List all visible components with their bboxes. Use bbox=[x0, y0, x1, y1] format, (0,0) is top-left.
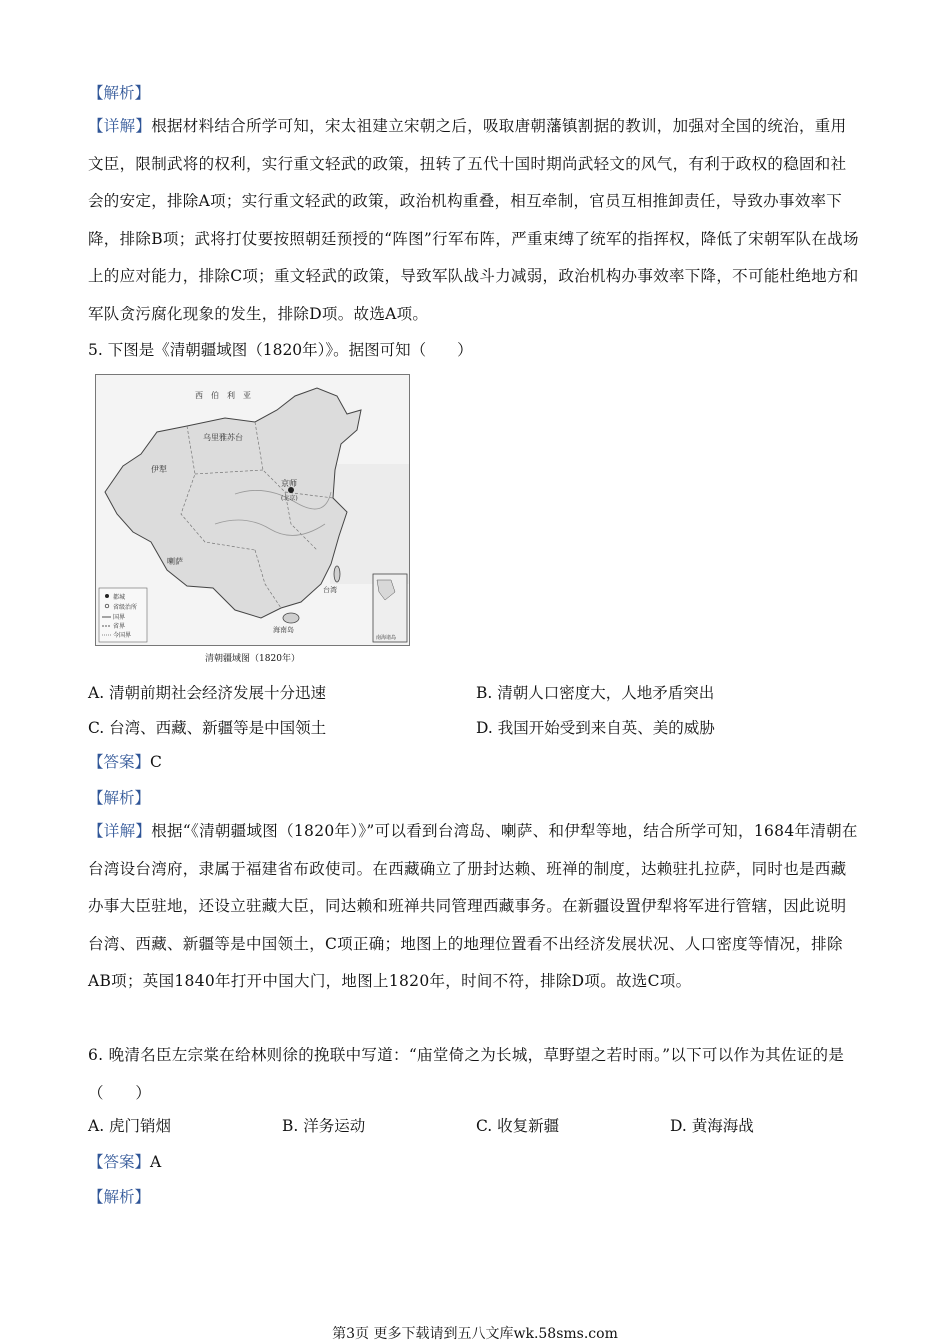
q6-option-c: C. 收复新疆 bbox=[476, 1117, 560, 1135]
q6-option-d: D. 黄海海战 bbox=[670, 1117, 754, 1135]
q6-answer-value: A bbox=[150, 1153, 162, 1171]
label-lasa: 喇萨 bbox=[167, 557, 183, 566]
q5-answer bbox=[88, 750, 162, 772]
svg-text:今国界: 今国界 bbox=[113, 632, 132, 639]
question-5-stem: 5. 下图是《清朝疆域图（1820年）》。据图可知（ ） bbox=[88, 341, 473, 359]
svg-text:省界: 省界 bbox=[113, 623, 126, 630]
label-taiwan: 台湾 bbox=[323, 586, 337, 594]
q6-answer bbox=[88, 1150, 161, 1172]
page-footer: 第3页 更多下载请到五八文库wk.58sms.com bbox=[332, 1326, 618, 1342]
q5-analysis-label: 【解析】 bbox=[88, 789, 151, 807]
detail-text: 根据材料结合所学可知，宋太祖建立宋朝之后，吸取唐朝藩镇割据的教训，加强对全国的统治，重用文臣，限制武将的权利，实行重文轻武的政策，扭转了五代十国时期尚武轻文的风气，有利于政权的稳固和社会的安定，排除A项；实行重文轻武的政策，政治机构重叠，相互牵制，官员互相推卸责任，导致办事效率下降，排除B项；武将打仗要按照朝廷预授的“阵图”行军布阵，严重束缚了统军的指挥权，降低了宋朝军队在战场上的应对能力，排除C项；重文轻武的政策，导致军队战斗力减弱，政治机构办事效率下降，不可能杜绝地方和军队贪污腐化现象的发生，排除D项。故选A项。 bbox=[88, 117, 859, 323]
label-beijing: (北京) bbox=[281, 495, 298, 502]
q5-detail-paragraph bbox=[88, 813, 860, 1001]
svg-text:国界: 国界 bbox=[113, 614, 126, 621]
q5-option-d: D. 我国开始受到来自英、美的威胁 bbox=[476, 719, 715, 737]
svg-text:省级治所: 省级治所 bbox=[113, 604, 138, 611]
detail-paragraph-1 bbox=[88, 108, 860, 333]
q5-detail-label: 【详解】 bbox=[88, 822, 152, 840]
qing-territory-map bbox=[95, 374, 410, 646]
taiwan-island bbox=[334, 566, 340, 582]
analysis-label: 【解析】 bbox=[88, 84, 151, 102]
label-hainan: 海南岛 bbox=[273, 626, 294, 634]
q6-answer-label: 【答案】 bbox=[88, 1153, 151, 1171]
question-6-stem: 6. 晚清名臣左宗棠在给林则徐的挽联中写道：“庙堂倚之为长城，草野望之若时雨。”以下可以作为其佐证的是（ ） bbox=[88, 1046, 845, 1102]
svg-text:南海诸岛: 南海诸岛 bbox=[376, 635, 397, 641]
label-siberia: 西 伯 利 亚 bbox=[195, 391, 251, 400]
q6-option-a: A. 虎门销烟 bbox=[88, 1117, 172, 1135]
detail-label: 【详解】 bbox=[88, 117, 152, 135]
answer-label: 【答案】 bbox=[88, 753, 151, 771]
map-caption: 清朝疆域图（1820年） bbox=[205, 654, 300, 664]
hainan-island bbox=[283, 613, 299, 623]
svg-text:都城: 都城 bbox=[113, 594, 126, 601]
answer-value: C bbox=[150, 753, 162, 771]
q5-option-b: B. 清朝人口密度大，人地矛盾突出 bbox=[476, 684, 715, 702]
label-jingshi: 京师 bbox=[281, 479, 297, 488]
q6-option-b: B. 洋务运动 bbox=[282, 1117, 366, 1135]
label-uliastai: 乌里雅苏台 bbox=[203, 433, 243, 442]
label-yili: 伊犁 bbox=[151, 465, 167, 474]
q5-option-a: A. 清朝前期社会经济发展十分迅速 bbox=[88, 684, 327, 702]
q5-option-c: C. 台湾、西藏、新疆等是中国领土 bbox=[88, 719, 327, 737]
q5-detail-text: 根据“《清朝疆域图（1820年）》”可以看到台湾岛、喇萨、和伊犁等地，结合所学可知，1684年清朝在台湾设台湾府，隶属于福建省布政使司。在西藏确立了册封达赖、班禅的制度，达赖驻扎拉萨，同时也是西藏办事大臣驻地，还设立驻藏大臣，同达赖和班禅共同管理西藏事务。在新疆设置伊犁将军进行管辖，因此说明台湾、西藏、新疆等是中国领土，C项正确；地图上的地理位置看不出经济发展状况、人口密度等情况，排除AB项；英国1840年打开中国大门，地图上1820年，时间不符，排除D项。故选C项。 bbox=[88, 822, 858, 990]
q6-analysis-label: 【解析】 bbox=[88, 1188, 151, 1206]
